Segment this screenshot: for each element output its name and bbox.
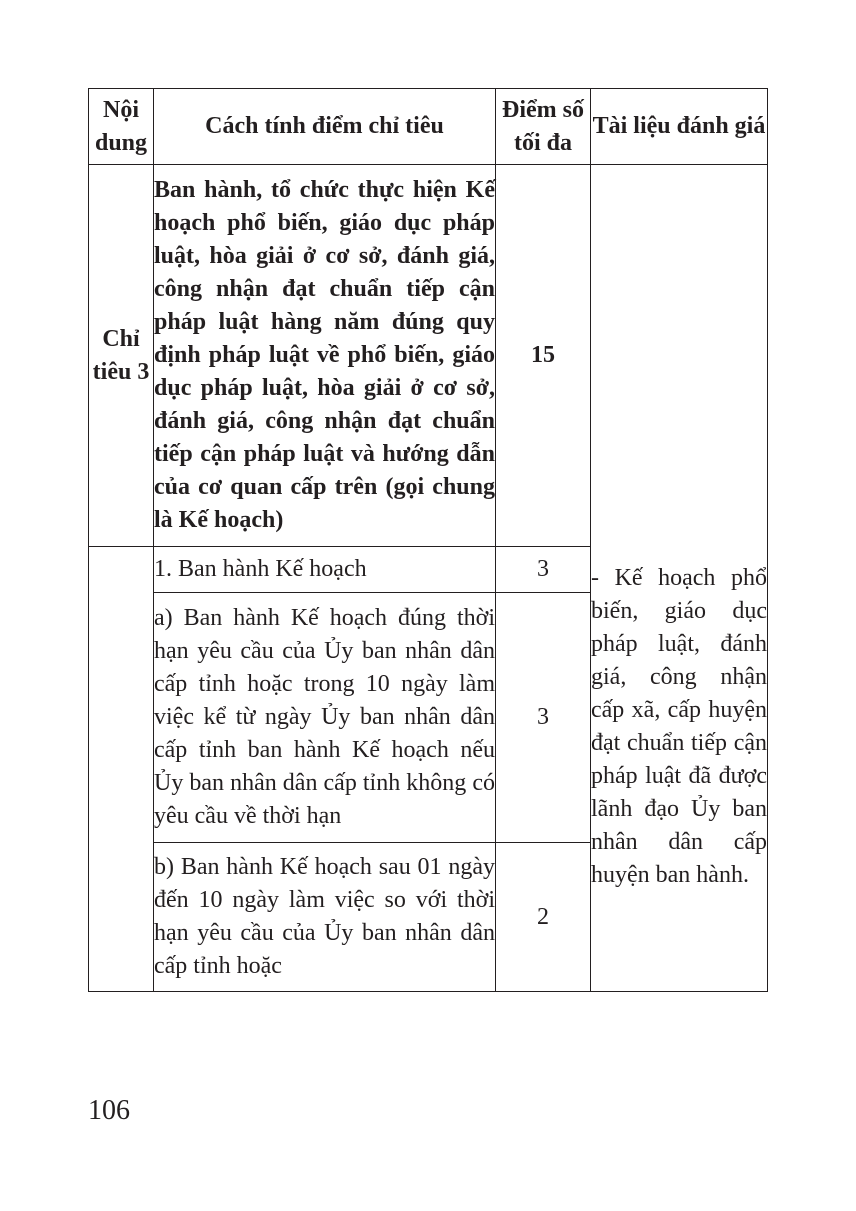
header-max-score: Điểm số tối đa [496, 89, 591, 165]
header-documents: Tài liệu đánh giá [591, 89, 768, 165]
header-row [89, 89, 768, 165]
section-label: Chỉ tiêu 3 [89, 165, 154, 547]
row-score: 2 [496, 843, 591, 992]
row-text: b) Ban hành Kế hoạch sau 01 ngày đến 10 ngày làm việc so với thời hạn yêu cầu của Ủy ban nhân dân cấp tỉnh hoặc [154, 843, 496, 992]
documents-cell [591, 165, 768, 992]
row-text: a) Ban hành Kế hoạch đúng thời hạn yêu cầu của Ủy ban nhân dân cấp tỉnh hoặc trong 10 ngày làm việc kể từ ngày Ủy ban nhân dân cấp tỉnh ban hành Kế hoạch nếu Ủy ban nhân dân cấp tỉnh không có yêu cầu về thời hạn [154, 593, 496, 843]
row-score: 3 [496, 593, 591, 843]
page-number: 106 [88, 1095, 130, 1126]
section-score: 15 [496, 165, 591, 547]
row-score: 3 [496, 547, 591, 593]
header-content: Nội dung [89, 89, 154, 165]
documents-text: - Kế hoạch phổ biến, giáo dục pháp luật, đánh giá, công nhận cấp xã, cấp huyện đạt chuẩn tiếp cận pháp luật đã được lãnh đạo Ủy ban nhân dân cấp huyện ban hành. [591, 565, 767, 888]
section-row [89, 165, 768, 547]
empty-content-cell [89, 547, 154, 992]
row-text: 1. Ban hành Kế hoạch [154, 547, 496, 593]
header-method: Cách tính điểm chỉ tiêu [154, 89, 496, 165]
section-description: Ban hành, tổ chức thực hiện Kế hoạch phổ biến, giáo dục pháp luật, hòa giải ở cơ sở, đánh giá, công nhận đạt chuẩn tiếp cận pháp luật hàng năm đúng quy định pháp luật về phổ biến, giáo dục pháp luật, hòa giải ở cơ sở, đánh giá, công nhận đạt chuẩn tiếp cận pháp luật và hướng dẫn của cơ quan cấp trên (gọi chung là Kế hoạch) [154, 165, 496, 547]
criteria-table [88, 88, 768, 992]
